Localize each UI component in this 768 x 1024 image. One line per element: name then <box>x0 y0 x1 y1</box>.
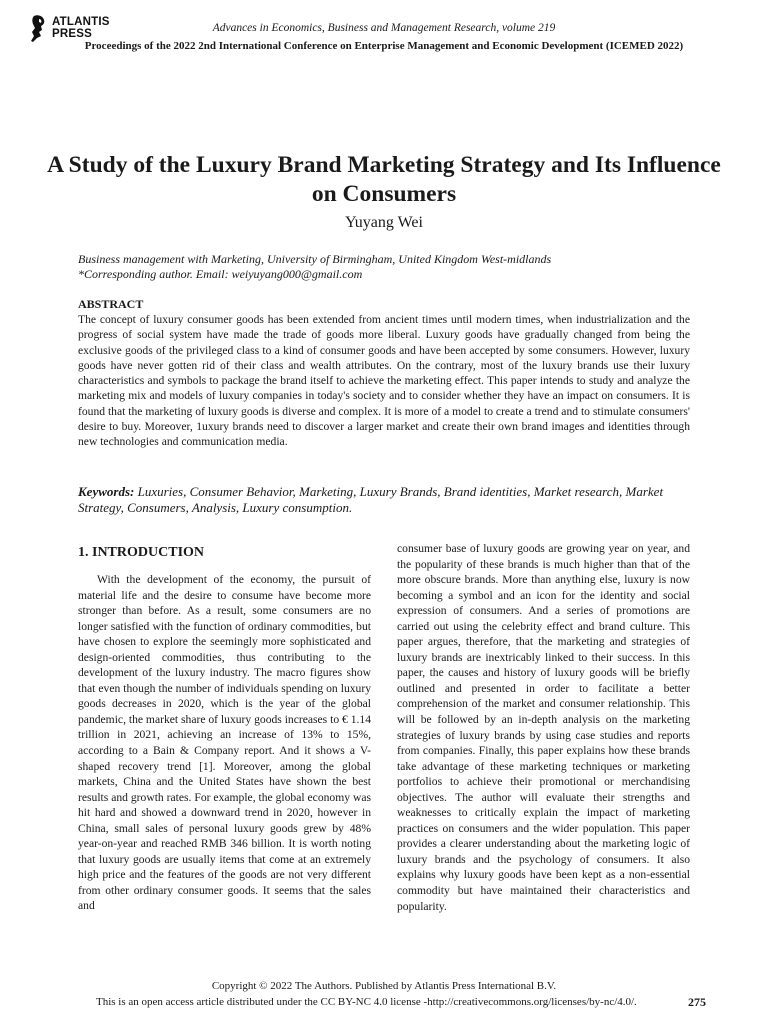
section-heading: 1. INTRODUCTION <box>78 545 205 560</box>
page-number: 275 <box>688 995 706 1009</box>
copyright-line: Copyright © 2022 The Authors. Published by Atlantis Press International B.V. <box>211 980 557 992</box>
keywords-label: Keywords: <box>78 484 135 499</box>
abstract-text: The concept of luxury consumer goods has been extended from ancient times until modern times, when industrialization and the progress of social system have made the trade of goods more liberal. Luxury goods have gradually changed from being the exclusive goods of the privileged class to a kind of consumer goods and have been accepted by some consumers. However, luxury goods have never gotten rid of their class and wealth attributes. On the contrary, most of the luxury brands use their luxury characteristics and symbols to package the brand itself to achieve the marketing effect. This paper intends to study and analyze the marketing mix and models of luxury companies in today's society and to consider whether they have an impact on consumers. It is found that the marketing of luxury goods is diverse and complex. It is more of a model to create a trend and to stimulate consumers' desire to buy. Moreover, 1uxury brands need to discover a larger market and create their own brand images and identities through new technologies and communication media. <box>78 313 690 448</box>
corresponding-author: *Corresponding author. Email: weiyuyang000@gmail.com <box>78 266 363 281</box>
keywords <box>78 484 690 516</box>
logo-text-atlantis: ATLANTIS <box>52 16 110 28</box>
affiliation-block <box>78 252 551 281</box>
paper-title: A Study of the Luxury Brand Marketing Strategy and Its Influence on Consumers <box>47 152 721 207</box>
body-column-right: consumer base of luxury goods are growing year on year, and the popularity of these brands is much higher than that of the more obscure brands. More than anything else, luxury is now becoming a symbol and an icon for the identity and social expression of consumers. And a series of promotions are carried out using the celebrity effect and brand culture. This paper argues, therefore, that the marketing and strategies of luxury brands are inextricably linked to their success. In this paper, the causes and history of luxury goods will be briefly outlined and presented in order to facilitate a better comprehension of the market and consumer relationship. This will be followed by an in-depth analysis on the marketing strategies of luxury brands by using case studies and reports from companies. Finally, this paper explains how these brands take advantage of these marketing techniques or marketing portfolios to achieve their promotional or merchandising objectives. The author will evaluate their strengths and weaknesses to critically explain the impact of marketing practices on consumers and the wider population. This paper provides a clearer understanding about the marketing logic of luxury brands and the psychology of consumers. It also explains why luxury goods have been kept as a non-essential commodity but have maintained their characteristics and popularity. <box>397 542 690 913</box>
proceedings-header: Proceedings of the 2022 2nd International Conference on Enterprise Management and Economic Development (ICEMED 2022) <box>84 40 684 52</box>
series-header: Advances in Economics, Business and Management Research, volume 219 <box>212 22 556 34</box>
logo-text-press: PRESS <box>52 28 92 40</box>
license-line: This is an open access article distributed under the CC BY-NC 4.0 license -http://creativecommons.org/licenses/by-nc/4.0/. <box>96 996 637 1008</box>
abstract-heading: ABSTRACT <box>78 297 144 311</box>
affiliation: Business management with Marketing, University of Birmingham, United Kingdom West-midlands <box>78 252 552 266</box>
keywords-list: Luxuries, Consumer Behavior, Marketing, Luxury Brands, Brand identities, Market research, Market Strategy, Consumers, Analysis, Luxury consumption. <box>78 484 664 515</box>
author-name: Yuyang Wei <box>345 214 423 231</box>
body-column-left: With the development of the economy, the pursuit of material life and the desire to consume have become more stronger than before. As a result, some consumers are no longer satisfied with the function of ordinary commodities, but have chosen to explore the seemingly more sophisticated and design-oriented commodities, thus contributing to the development of the luxury industry. The macro figures show that even though the number of individuals spending on luxury goods decreases in 2020, which is the year of the global pandemic, the market share of luxury goods increases to € 1.14 trillion in 2021, achieving an increase of 13% to 15%, according to a Bain & Company report. And it shows a V-shaped recovery trend [1]. Moreover, among the global markets, China and the United States have shown the best results and growth rates. For example, the global economy was hit hard and showed a downward trend in 2020, however in China, small sales of personal luxury goods grew by 48% year-on-year and reached RMB 346 billion. It is worth noting that luxury goods are usually items that come at an extremely high price and the features of the goods are not very different from other ordinary consumer goods. It seems that the sales and <box>78 573 371 913</box>
